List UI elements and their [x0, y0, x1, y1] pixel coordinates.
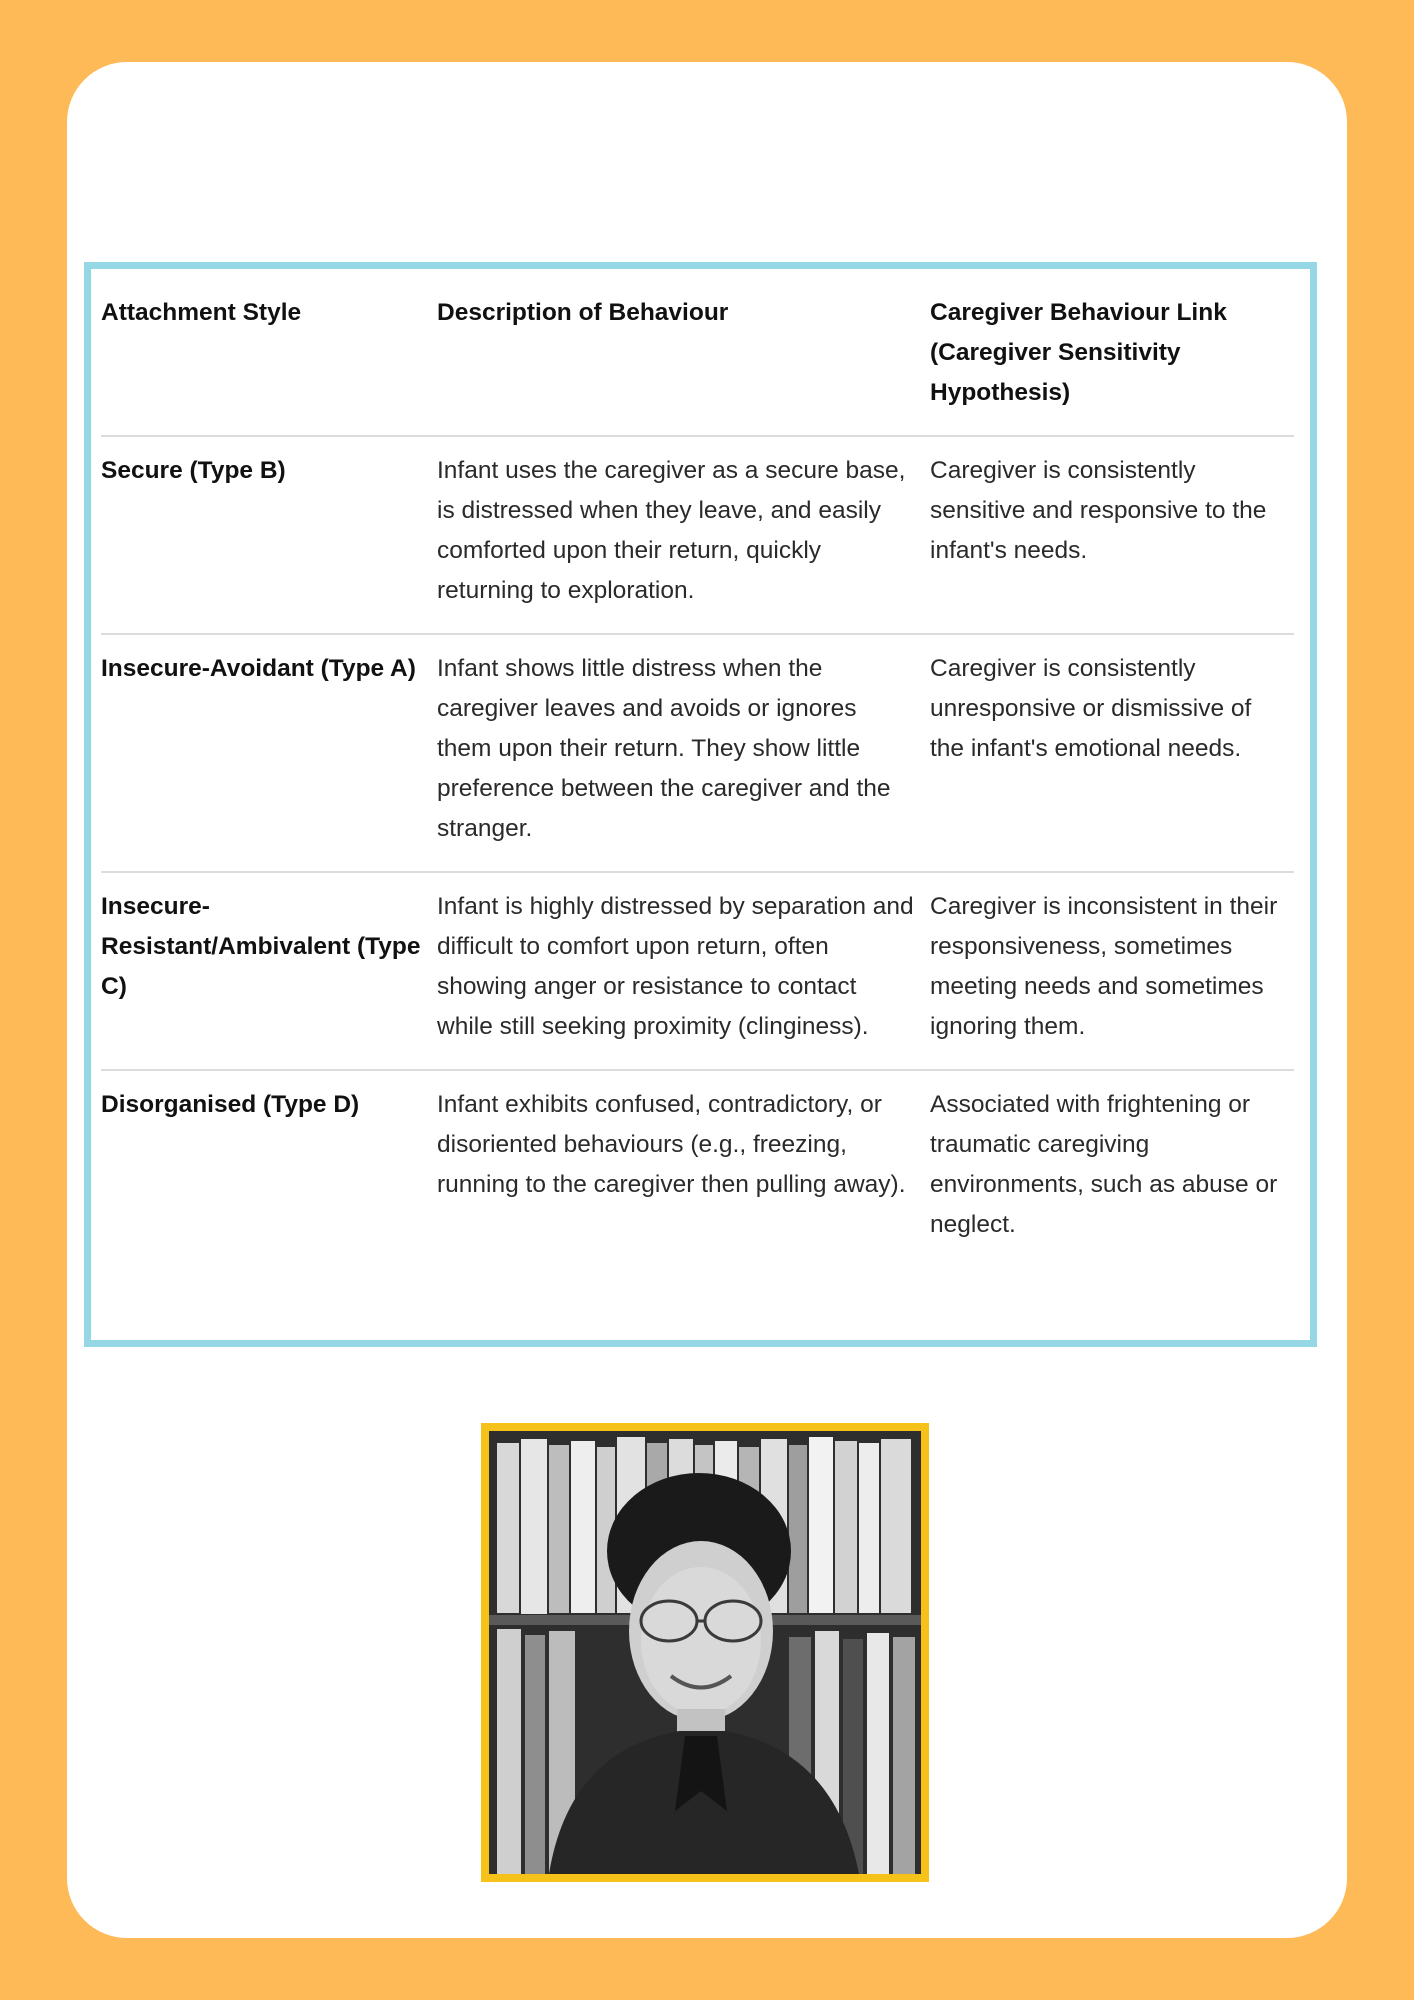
table-header-row [101, 279, 1294, 436]
row-caregiver-cell: Caregiver is consistently sensitive and responsive to the infant's needs. [930, 436, 1294, 634]
header-caregiver-link: Caregiver Behaviour Link (Caregiver Sensitivity Hypothesis) [930, 299, 1227, 406]
row-caregiver-cell: Caregiver is consistently unresponsive or dismissive of the infant's emotional needs. [930, 634, 1294, 872]
row-description-cell: Infant exhibits confused, contradictory, or disoriented behaviours (e.g., freezing, running to the caregiver then pulling away). [437, 1070, 930, 1267]
portrait-photo [489, 1431, 921, 1874]
row-caregiver-cell: Caregiver is inconsistent in their responsiveness, sometimes meeting needs and sometimes ignoring them. [930, 872, 1294, 1070]
header-description: Description of Behaviour [437, 299, 729, 326]
table-row [101, 1070, 1294, 1267]
row-description-cell: Infant shows little distress when the caregiver leaves and avoids or ignores them upon their return. They show little preference between the caregiver and the stranger. [437, 634, 930, 872]
portrait-photo-frame [481, 1423, 929, 1882]
attachment-styles-table [101, 279, 1294, 1267]
table-row [101, 872, 1294, 1070]
row-style-cell: Secure (Type B) [101, 436, 437, 634]
portrait-photo-icon [489, 1431, 921, 1874]
table-row [101, 436, 1294, 634]
row-caregiver-cell: Associated with frightening or traumatic caregiving environments, such as abuse or neglect. [930, 1070, 1294, 1267]
row-description-cell: Infant is highly distressed by separation and difficult to comfort upon return, often showing anger or resistance to contact while still seeking proximity (clinginess). [437, 872, 930, 1070]
row-style-cell: Insecure-Avoidant (Type A) [101, 634, 437, 872]
row-style-cell: Insecure-Resistant/Ambivalent (Type C) [101, 872, 437, 1070]
attachment-table-frame [84, 262, 1317, 1347]
table-row [101, 634, 1294, 872]
row-style-cell: Disorganised (Type D) [101, 1070, 437, 1267]
row-description-cell: Infant uses the caregiver as a secure base, is distressed when they leave, and easily comforted upon their return, quickly returning to exploration. [437, 436, 930, 634]
header-attachment-style: Attachment Style [101, 299, 302, 326]
